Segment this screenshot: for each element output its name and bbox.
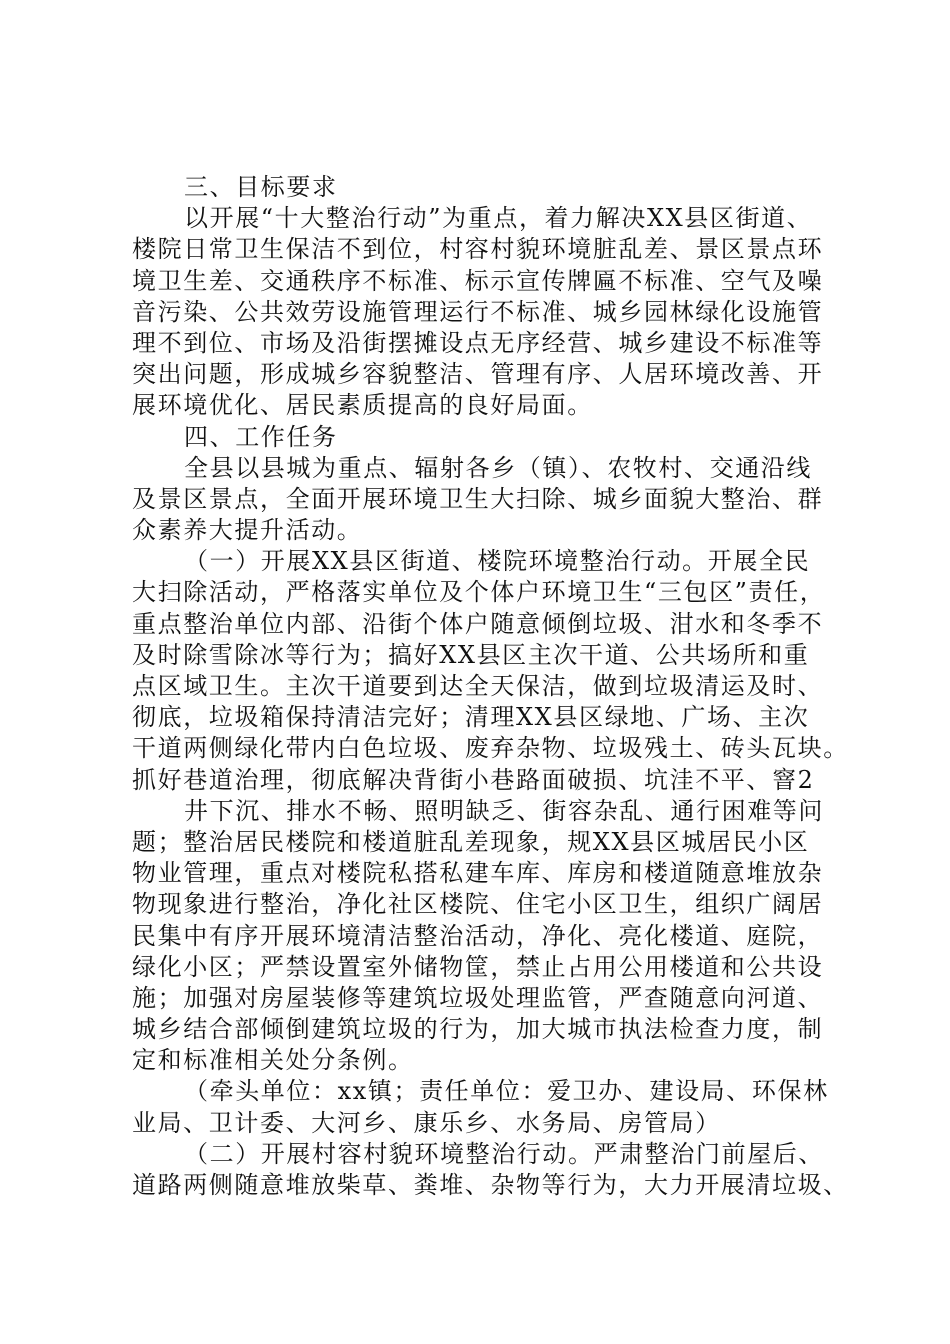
text-line: 物业管理，重点对楼院私搭私建车库、库房和楼道随意堆放杂: [132, 859, 824, 888]
responsible-units-line: （牵头单位：xx镇；责任单位：爱卫办、建设局、环保林: [184, 1077, 829, 1106]
text-line: 以开展“十大整治行动”为重点，着力解决XX县区街道、: [184, 204, 813, 233]
section-heading-4: 四、工作任务: [184, 422, 338, 451]
text-line: 重点整治单位内部、沿街个体户随意倾倒垃圾、泔水和冬季不: [132, 609, 824, 638]
text-line: 绿化小区；严禁设置室外储物筐，禁止占用公用楼道和公共设: [132, 952, 824, 981]
text-line: 理不到位、市场及沿街摆摊设点无序经营、城乡建设不标准等: [132, 328, 824, 357]
text-line: 境卫生差、交通秩序不标准、标示宣传牌匾不标准、空气及噪: [132, 266, 824, 295]
text-line: 抓好巷道治理，彻底解决背街小巷路面破损、坑洼不平、窨2: [132, 765, 815, 794]
text-line: 民集中有序开展环境清洁整治活动，净化、亮化楼道、庭院，: [132, 921, 824, 950]
text-line: 楼院日常卫生保洁不到位，村容村貌环境脏乱差、景区景点环: [132, 235, 824, 264]
text-line: 展环境优化、居民素质提高的良好局面。: [132, 391, 593, 420]
text-line: 全县以县城为重点、辐射各乡（镇）、农牧村、交通沿线: [184, 453, 812, 482]
text-line: 题；整治居民楼院和楼道脏乱差现象，规XX县区城居民小区: [132, 827, 810, 856]
subsection-2-line: （二）开展村容村貌环境整治行动。严肃整治门前屋后、: [184, 1139, 824, 1168]
text-line: 众素养大提升活动。: [132, 516, 363, 545]
text-line: 及景区景点，全面开展环境卫生大扫除、城乡面貌大整治、群: [132, 484, 824, 513]
document-page: [132, 172, 849, 1201]
text-line: 干道两侧绿化带内白色垃圾、废弃杂物、垃圾残土、砖头瓦块。: [132, 734, 849, 763]
text-line: 物现象进行整治，净化社区楼院、住宅小区卫生，组织广阔居: [132, 890, 824, 919]
text-line: 点区域卫生。主次干道要到达全天保洁，做到垃圾清运及时、: [132, 672, 824, 700]
text-line: 彻底，垃圾箱保持清洁完好；清理XX县区绿地、广场、主次: [132, 703, 810, 732]
text-line: 施；加强对房屋装修等建筑垃圾处理监管，严查随意向河道、: [132, 983, 824, 1012]
text-line: 定和标准相关处分条例。: [132, 1046, 414, 1075]
subsection-1-line: （一）开展XX县区街道、楼院环境整治行动。开展全民: [184, 547, 811, 576]
text-line: 音污染、公共效劳设施管理运行不标准、城乡园林绿化设施管: [132, 297, 824, 326]
section-heading-3: 三、目标要求: [184, 173, 338, 201]
text-line: 业局、卫计委、大河乡、康乐乡、水务局、房管局）: [132, 1108, 721, 1137]
text-line: 大扫除活动，严格落实单位及个体户环境卫生“三包区”责任，: [132, 578, 826, 607]
text-line: 城乡结合部倾倒建筑垃圾的行为，加大城市执法检查力度，制: [132, 1015, 824, 1044]
text-line: 突出问题，形成城乡容貌整洁、管理有序、人居环境改善、开: [132, 360, 824, 389]
text-line: 及时除雪除冰等行为；搞好XX县区主次干道、公共场所和重: [132, 640, 810, 669]
text-line: 道路两侧随意堆放柴草、粪堆、杂物等行为，大力开展清垃圾、: [132, 1171, 849, 1199]
text-line: 井下沉、排水不畅、照明缺乏、街容杂乱、通行困难等问: [184, 796, 824, 825]
